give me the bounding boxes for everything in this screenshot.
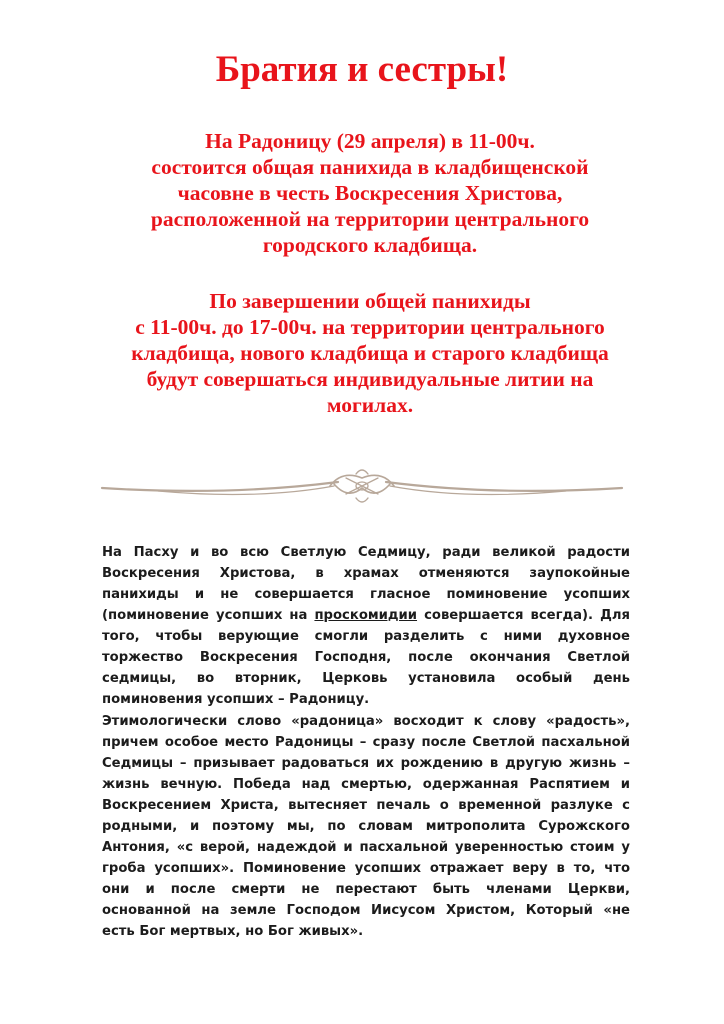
text-line: поминовения усопших – Радоницу.	[102, 692, 370, 707]
text-line: есть Бог мертвых, но Бог живых».	[102, 924, 364, 939]
text-line: панихиды и не совершается гласное поминовение усопших	[102, 587, 630, 602]
page-title: Братия и сестры!	[215, 49, 509, 90]
ornamental-divider-icon	[98, 464, 626, 508]
announcement-line: часовне в честь Воскресения Христова,	[177, 181, 563, 205]
text-line: Седмицы – призывает радоваться их рождению в другую жизнь –	[102, 756, 630, 771]
announcement-line: По завершении общей панихиды	[209, 289, 531, 313]
proskomidia-link[interactable]: проскомидии	[314, 608, 418, 623]
announcement-line: городского кладбища.	[262, 233, 478, 257]
text-line: Воскресением Христа, вытесняет печаль о временной разлуке с	[102, 798, 630, 813]
announcement-line: будут совершаться индивидуальные литии на	[146, 367, 594, 391]
text-line: гроба усопших». Поминовение усопших отражает веру в то, что	[102, 861, 630, 876]
paragraph-easter-week	[102, 542, 630, 710]
text-line: торжество Воскресения Господня, после окончания Светлой	[102, 650, 630, 665]
text-fragment: (поминовение усопших на	[102, 608, 315, 623]
announcement-line: состоится общая панихида в кладбищенской	[151, 155, 589, 179]
text-line	[102, 605, 630, 626]
text-line: На Пасху и во всю Светлую Седмицу, ради великой радости	[102, 545, 630, 560]
text-line: они и после смерти не перестают быть членами Церкви,	[102, 882, 630, 897]
announcement-line: кладбища, нового кладбища и старого кладбища	[131, 341, 609, 365]
announcement-line: расположенной на территории центрального	[150, 207, 590, 231]
text-line: Этимологически слово «радоница» восходит к слову «радость»,	[102, 714, 630, 729]
text-line: Антония, «с верой, надеждой и пасхальной уверенностью стоим у	[102, 840, 630, 855]
text-line: того, чтобы верующие смогли разделить с ними духовное	[102, 629, 630, 644]
paragraph-etymology	[102, 711, 630, 942]
announcement-service	[100, 128, 640, 258]
text-line: жизнь вечную. Победа над смертью, одержанная Распятием и	[102, 777, 630, 792]
text-line: Воскресения Христова, в храмах отменяются заупокойные	[102, 566, 630, 581]
text-line: седмицы, во вторник, Церковь установила особый день	[102, 671, 630, 686]
announcement-line: могилах.	[326, 393, 414, 417]
text-line: основанной на земле Господом Иисусом Христом, Который «не	[102, 903, 630, 918]
announcement-line: На Радоницу (29 апреля) в 11-00ч.	[205, 129, 535, 153]
announcement-line: с 11-00ч. до 17-00ч. на территории центрального	[135, 315, 605, 339]
text-fragment: совершается всегда). Для	[417, 608, 630, 623]
announcement-litia	[100, 288, 640, 418]
text-line: причем особое место Радоницы – сразу после Светлой пасхальной	[102, 735, 630, 750]
text-line: родными, и поэтому мы, по словам митрополита Сурожского	[102, 819, 630, 834]
